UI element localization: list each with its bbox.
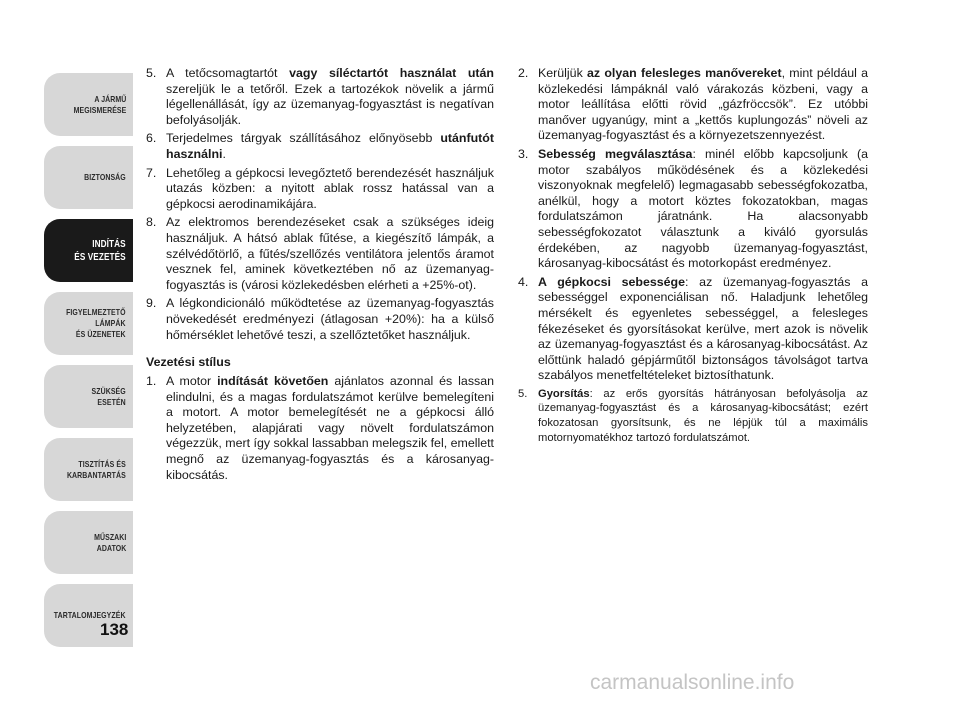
item-number: 5. bbox=[518, 387, 528, 400]
tab-label: SZÜKSÉG ESETÉN bbox=[91, 385, 126, 407]
item-number: 9. bbox=[146, 296, 157, 311]
item-text: A motor indítását követően ajánlatos azonnal és lassan elindulni, és a magas fordulatszámot kerülve bemelegíteni a motort. A motor bemelegítését ne a gépkocsi álló helyzetében, alapjárati vagy növelt fordulatszámon végezzük, mert így sokkal lassabban melegszik fel, emellett megnő az üzemanyag-fogyasztás és a károsanyag-kibocsátás. bbox=[166, 374, 494, 482]
tab-safety[interactable] bbox=[44, 146, 133, 209]
tab-label: TARTALOMJEGYZÉK bbox=[54, 610, 126, 620]
item-number: 4. bbox=[518, 274, 529, 289]
item-number: 3. bbox=[518, 146, 529, 161]
tab-label: A JÁRMŰ MEGISMERÉSE bbox=[73, 93, 126, 115]
item-text: Kerüljük az olyan felesleges manővereket, mint például a közlekedési lámpáknál való várakozás közbeni, vagy a motor leállítása előtti rövid „gázfröccsök”. Ez utóbbi manőver ugyanúgy, mint a „kettős kuplungozás” növeli az üzemanyag-fogyasztást és a környezetszennyezést. bbox=[538, 66, 869, 143]
item-text: Lehetőleg a gépkocsi levegőztető berendezését használjuk utazás közben: a nyitott ablak rossz hatással van a gépkocsi aerodinamikájára. bbox=[166, 165, 494, 211]
right-column bbox=[518, 66, 868, 448]
list-item bbox=[518, 66, 868, 144]
sidebar-nav bbox=[44, 73, 133, 657]
tab-label: INDÍTÁS ÉS VEZETÉS bbox=[74, 238, 126, 263]
list-item bbox=[146, 66, 494, 128]
list-item bbox=[146, 296, 494, 343]
item-text: Gyorsítás: az erős gyorsítás hátrányosan befolyásolja az üzemanyag-fogyasztást és a károsanyag-kibocsátást; ezért fokozatosan gyorsítsunk, és ne lépjük túl a maximális motornyomatékhoz tartozó fordulatszámot. bbox=[538, 387, 868, 444]
item-number: 8. bbox=[146, 215, 157, 230]
tab-label: TISZTÍTÁS ÉS KARBANTARTÁS bbox=[67, 458, 126, 480]
item-number: 5. bbox=[146, 66, 157, 80]
item-number: 1. bbox=[146, 374, 157, 389]
item-text: A tetőcsomagtartót vagy síléctartót használat után szereljük le a tetőről. Ezek a tartozékok növelik a jármű légellenállását, így az üzemanyag-fogyasztást is negatívan befolyásolják. bbox=[166, 66, 494, 127]
tab-emergency[interactable] bbox=[44, 365, 133, 428]
item-text: A légkondicionáló működtetése az üzemanyag-fogyasztás növekedését eredményezi (átlagosan +20%): ha a külső hőmérséklet lehetővé teszi, a szellőztetőket használjuk. bbox=[166, 296, 494, 342]
item-text: A gépkocsi sebessége: az üzemanyag-fogyasztás a sebességgel exponenciálisan nő. Haladjunk lehetőleg mérsékelt és egyenletes sebességgel, a felesleges fékezéseket és gyorsításokat kerülve, mert azok is növelik az üzemanyag-fogyasztást és a károsanyag-kibocsátást. Az előttünk haladó gépjárműtől biztonságos távolságot tartva szabályos menetfeltételeket biztosíthatunk. bbox=[538, 274, 868, 383]
item-text: Terjedelmes tárgyak szállításához előnyösebb utánfutót használni. bbox=[166, 131, 494, 161]
list-item bbox=[146, 131, 494, 162]
item-number: 6. bbox=[146, 131, 157, 146]
tab-label: FIGYELMEZTETŐ LÁMPÁK ÉS ÜZENETEK bbox=[66, 307, 126, 339]
tab-maintenance[interactable] bbox=[44, 438, 133, 501]
watermark: carmanualsonline.info bbox=[590, 671, 795, 694]
item-text: Sebesség megválasztása: minél előbb kapcsoljunk (a motor szabályos működésének és a közlekedési viszonyoknak megfelelő) legmagasabb sebességfokozatba, anélkül, hogy a motort köztes fokozatokban, magas fordulatszámon járatnánk. Ha alacsonyabb sebességfokozatot választunk a kiváló gyorsulás érdekében, az nagyobb üzemanyag-fogyasztást, károsanyag-kibocsátást és motorkopást eredményez. bbox=[538, 146, 869, 271]
item-text: Az elektromos berendezéseket csak a szükséges ideig használjuk. A hátsó ablak fűtése, a kiegészítő lámpák, a szélvédőtörlő, a fűtés/szellőzés ventilátora jelentős áramot vesznek fel, aminek következtében nő az üzemanyag-fogyasztás is (városi közlekedésben elérheti a +25%-ot). bbox=[166, 215, 494, 292]
section-heading: Vezetési stílus bbox=[146, 355, 231, 370]
tab-vehicle-overview[interactable] bbox=[44, 73, 133, 136]
list-item bbox=[146, 166, 494, 213]
tab-label: MŰSZAKI ADATOK bbox=[93, 531, 126, 553]
list-item bbox=[518, 387, 868, 445]
item-number: 2. bbox=[518, 66, 529, 80]
page-number: 138 bbox=[100, 620, 129, 639]
list-item bbox=[518, 275, 868, 384]
tab-starting-driving[interactable] bbox=[44, 219, 133, 282]
list-item bbox=[146, 374, 494, 483]
tab-technical-data[interactable] bbox=[44, 511, 133, 574]
left-column bbox=[146, 66, 494, 486]
tab-warning-lights[interactable] bbox=[44, 292, 133, 355]
item-number: 7. bbox=[146, 165, 157, 180]
list-item bbox=[518, 147, 868, 272]
tab-label: BIZTONSÁG bbox=[84, 172, 126, 182]
list-item bbox=[146, 215, 494, 293]
